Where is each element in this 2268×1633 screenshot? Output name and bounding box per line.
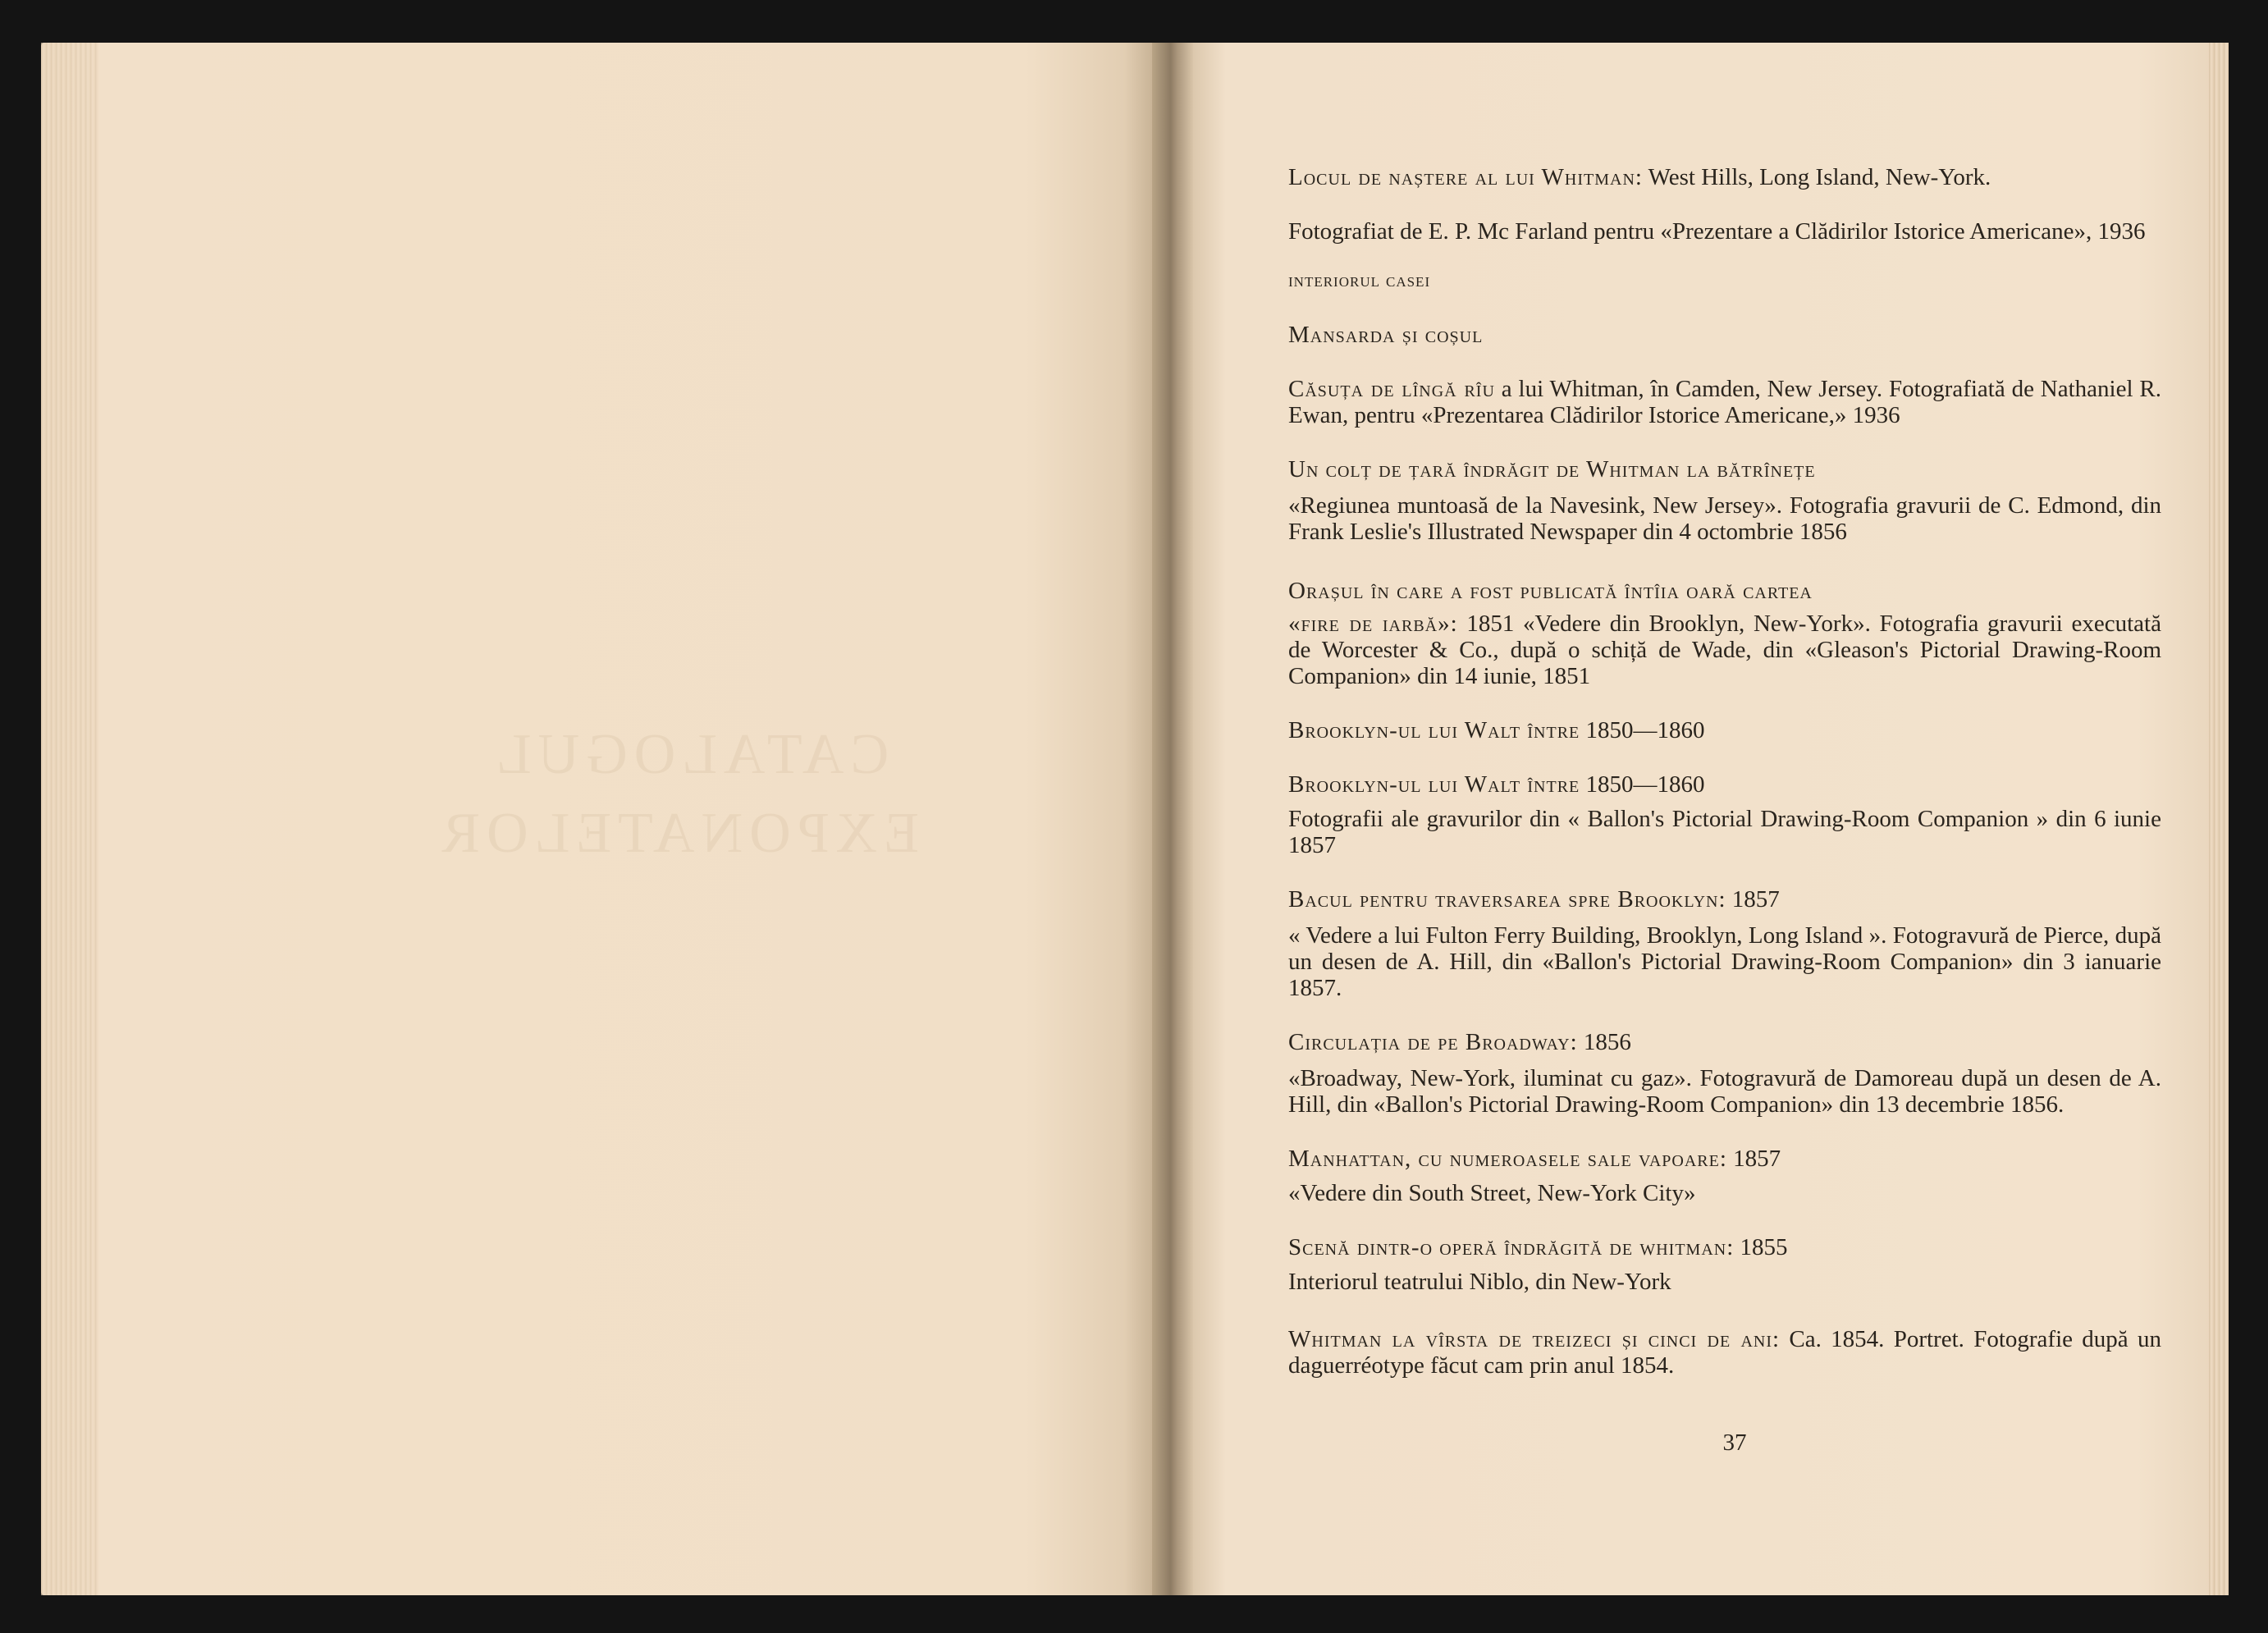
entry-text: «Vedere din South Street, New-York City» xyxy=(1288,1180,1696,1206)
entry-heading: Whitman la vîrsta de treizeci și cinci de ani: xyxy=(1288,1326,1781,1352)
catalog-entry xyxy=(1288,1269,2161,1295)
entry-text: 1857 xyxy=(1726,886,1780,913)
show-through-text xyxy=(435,716,919,873)
open-book xyxy=(41,43,2229,1595)
entry-heading: Mansarda și coșul xyxy=(1288,322,1484,348)
entry-text: Fotografii ale gravurilor din « Ballon's Pictorial Drawing-Room Companion » din 6 iunie 1857 xyxy=(1288,806,2161,858)
ghost-line: EXPONATELOR xyxy=(435,802,919,865)
entry-text: a lui Whitman, în Camden, New Jersey. Fotografiată de Nathaniel R. Ewan, pentru «Prezentarea Clădirilor Istorice Americane,» 1936 xyxy=(1288,376,2161,428)
catalog-entry xyxy=(1288,578,2161,604)
catalog-entry xyxy=(1288,771,2161,798)
entry-heading: interiorul casei xyxy=(1288,270,1431,291)
entry-text: West Hills, Long Island, New-York. xyxy=(1642,164,1991,190)
entry-heading: Circulația de pe Broadway: xyxy=(1288,1029,1578,1055)
entry-text: 1850—1860 xyxy=(1580,717,1705,743)
catalog-entry xyxy=(1288,164,2161,190)
entry-heading: Brooklyn-ul lui Walt între xyxy=(1288,717,1580,743)
entry-heading: Manhattan, cu numeroasele sale vapoare: xyxy=(1288,1146,1727,1172)
entry-text: «Regiunea muntoasă de la Navesink, New Jersey». Fotografia gravurii de C. Edmond, din Frank Leslie's Illustrated Newspaper din 4 octombrie 1856 xyxy=(1288,492,2161,545)
entry-heading: Bacul pentru traversarea spre Brooklyn: xyxy=(1288,886,1726,913)
catalog-entry xyxy=(1288,456,2161,483)
entry-heading: Locul de naștere al lui Whitman: xyxy=(1288,164,1643,190)
catalog-entry xyxy=(1288,268,2161,294)
entry-text: 1851 «Vedere din Brooklyn, New-York». Fotografia gravurii executată de Worcester & Co., după o schiță de Wade, din «Gleason's Pictorial Drawing-Room Companion» din 14 iunie, 1851 xyxy=(1288,611,2161,689)
entry-text: « Vedere a lui Fulton Ferry Building, Brooklyn, Long Island ». Fotogravură de Pierce, după un desen de A. Hill, din «Ballon's Pictorial Drawing-Room Companion» din 3 ianuarie 1857. xyxy=(1288,922,2161,1001)
entry-heading: Căsuța de lîngă rîu xyxy=(1288,376,1495,402)
entry-text: 1855 xyxy=(1734,1234,1788,1260)
entry-text: 1856 xyxy=(1577,1029,1631,1055)
entry-heading: Brooklyn-ul lui Walt între xyxy=(1288,771,1580,798)
entry-text: Interiorul teatrului Niblo, din New-York xyxy=(1288,1269,1671,1295)
entry-heading: Scenă dintr-o operă îndrăgită de whitman: xyxy=(1288,1234,1735,1260)
entry-heading: Orașul în care a fost publicată întîia oară cartea xyxy=(1288,578,1813,604)
page-number: 37 xyxy=(1722,1429,1747,1456)
entry-heading: «fire de iarbă»: xyxy=(1288,611,1458,637)
catalog-entry xyxy=(1288,717,2161,743)
entry-heading: Un colț de țară îndrăgit de Whitman la bătrînețe xyxy=(1288,456,1816,483)
catalog-entry xyxy=(1288,611,2161,689)
catalog-entry xyxy=(1288,1180,2161,1206)
right-page xyxy=(1193,43,2229,1595)
catalog-entry xyxy=(1288,886,2161,913)
page-edges xyxy=(41,43,98,1595)
catalog-entry xyxy=(1288,922,2161,1001)
entry-text: 1850—1860 xyxy=(1580,771,1705,798)
catalog-entries xyxy=(1288,164,2161,1379)
entry-text: Fotografiat de E. P. Mc Farland pentru «Prezentare a Clădirilor Istorice Americane», 1936 xyxy=(1288,218,2146,245)
page-edges xyxy=(2209,43,2229,1595)
entry-text: Ca. 1854. Portret. Fotografie după un daguerréotype făcut cam prin anul 1854. xyxy=(1288,1326,2161,1379)
catalog-entry xyxy=(1288,1326,2161,1379)
left-page xyxy=(41,43,1152,1595)
entry-text: 1857 xyxy=(1726,1146,1781,1172)
catalog-entry xyxy=(1288,492,2161,545)
catalog-entry xyxy=(1288,1234,2161,1260)
book-spine xyxy=(1152,43,1193,1595)
entry-text: «Broadway, New-York, iluminat cu gaz». Fotogravură de Damoreau după un desen de A. Hill, din «Ballon's Pictorial Drawing-Room Companion» din 13 decembrie 1856. xyxy=(1288,1065,2161,1118)
catalog-entry xyxy=(1288,322,2161,348)
catalog-entry xyxy=(1288,806,2161,858)
catalog-entry xyxy=(1288,1065,2161,1118)
catalog-entry xyxy=(1288,376,2161,428)
catalog-entry xyxy=(1288,1029,2161,1055)
catalog-entry xyxy=(1288,218,2161,245)
ghost-line: CATALOGUL xyxy=(489,723,889,786)
catalog-entry xyxy=(1288,1146,2161,1172)
